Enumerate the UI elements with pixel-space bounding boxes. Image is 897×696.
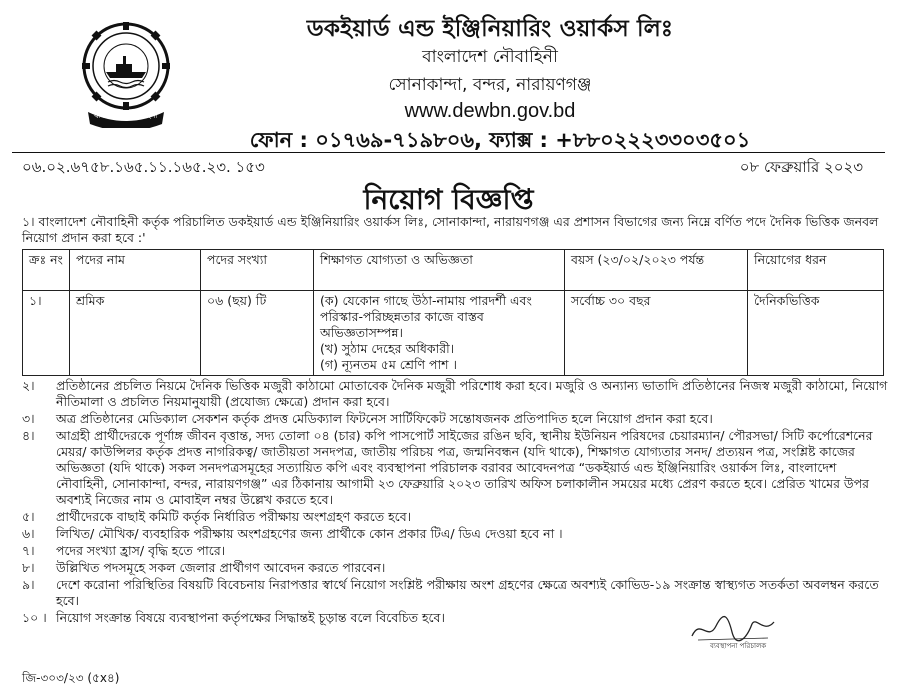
- qualification-line: (গ) ন্যূনতম ৫ম শ্রেণি পাশ ।: [320, 357, 458, 372]
- item-number: ৪।: [22, 428, 35, 443]
- logo-caption: বাংলাদেশ নৌবাহিনী: [94, 111, 158, 120]
- cell-age: সর্বোচ্চ ৩০ বছর: [565, 291, 748, 376]
- qualification-line: অভিজ্ঞতাসম্পন্ন।: [320, 325, 404, 340]
- circular-date: ০৮ ফেব্রুয়ারি ২০২৩: [739, 158, 863, 176]
- phone-fax: ফোন : ০১৭৬৯-৭১৯৮০৬, ফ্যাক্স : +৮৮০২২২৩৩০৩৫০১: [249, 128, 751, 152]
- item-number: ৬।: [22, 526, 35, 541]
- col-post: পদের নাম: [70, 250, 201, 291]
- cell-serial: ১।: [23, 291, 70, 376]
- qualification-line: (ক) যেকোন গাছে উঠা-নামায় পারদর্শী এবং: [320, 293, 532, 308]
- item-text: লিখিত/ মৌখিক/ ব্যবহারিক পরীক্ষায় অংশগ্রহণের জন্য প্রার্থীকে কোন প্রকার টিএ/ ডিএ দেওয়া হবে না ।: [56, 526, 563, 541]
- signature-caption: ব্যবস্থাপনা পরিচালক: [710, 642, 767, 650]
- intro-paragraph: ১। বাংলাদেশ নৌবাহিনী কর্তৃক পরিচালিত ডকইয়ার্ড এন্ড ইঞ্জিনিয়ারিং ওয়ার্কস লিঃ, সোনাকান্দা, নারায়ণগঞ্জ এর প্রশাসন বিভাগের জন্য নিম্নে বর্ণিত পদে দৈনিক ভিত্তিক জনবল নিয়োগ প্রদান করা হবে :': [22, 214, 879, 245]
- col-qualification: শিক্ষাগত যোগ্যতা ও অভিজ্ঞতা: [314, 250, 565, 291]
- item-text: দেশে করোনা পরিস্থিতির বিষয়টি বিবেচনায় নিরাপত্তার স্বার্থে নিয়োগ সংশ্লিষ্ট পরীক্ষায় অংশ গ্রহণের ক্ষেত্রে অবশ্যই কোভিড-১৯ সংক্রান্ত স্বাস্থ্যগত সতর্কতা অবলম্বন করতে হবে।: [56, 577, 879, 608]
- item-number: ৫।: [22, 509, 35, 524]
- cell-post: শ্রমিক: [70, 291, 201, 376]
- item-number: ৮।: [22, 560, 35, 575]
- vacancy-table: [22, 249, 884, 376]
- item-text: পদের সংখ্যা হ্রাস/ বৃদ্ধি হতে পারে।: [56, 543, 226, 558]
- list-item: [22, 560, 888, 576]
- item-number: ১০ ।: [22, 610, 47, 625]
- table-row: [23, 291, 884, 376]
- table-header-row: [23, 250, 884, 291]
- list-item: [22, 509, 888, 525]
- qualification-line: পরিস্কার-পরিচ্ছন্নতার কাজে বাস্তব: [320, 309, 484, 324]
- organization-address: সোনাকান্দা, বন্দর, নারায়ণগঞ্জ: [388, 75, 592, 95]
- item-number: ৯।: [22, 577, 35, 592]
- list-item: [22, 378, 888, 410]
- col-type: নিয়োগের ধরন: [748, 250, 884, 291]
- organization-name: ডকইয়ার্ড এন্ড ইঞ্জিনিয়ারিং ওয়ার্কস লিঃ: [306, 16, 674, 42]
- qualification-line: (খ) সুঠাম দেহের অধিকারী।: [320, 341, 455, 356]
- col-serial: ক্রঃ নং: [23, 250, 70, 291]
- organization-subtitle: বাংলাদেশ নৌবাহিনী: [422, 47, 558, 67]
- list-item: [22, 577, 888, 609]
- item-text: প্রতিষ্ঠানের প্রচলিত নিয়মে দৈনিক ভিত্তিক মজুরী কাঠামো মোতাবেক দৈনিক মজুরী পরিশোধ করা হবে। মজুরি ও অন্যান্য ভাতাদি প্রতিষ্ঠানের নিজস্ব মজুরী কাঠামো, নিয়োগ নীতিমালা ও প্রচলিত নিয়মানুযায়ী (প্রযোজ্য ক্ষেত্রে) প্রদান করা হবে।: [56, 378, 888, 409]
- col-age: বয়স (২৩/০২/২০২৩ পর্যন্ত: [565, 250, 748, 291]
- item-number: ৭।: [22, 543, 35, 558]
- footer-code: জি-৩০৩/২৩ (৫x৪): [22, 671, 120, 685]
- item-text: নিয়োগ সংক্রান্ত বিষয়ে ব্যবস্থাপনা কর্তৃপক্ষের সিদ্ধান্তই চূড়ান্ত বলে বিবেচিত হবে।: [56, 610, 445, 625]
- item-text: অত্র প্রতিষ্ঠানের মেডিক্যাল সেকশন কর্তৃক প্রদত্ত মেডিক্যাল ফিটনেস সার্টিফিকেট সন্তোষজনক প্রতিপাদিত হলে নিয়োগ প্রদান করা হবে।: [56, 411, 713, 426]
- col-count: পদের সংখ্যা: [201, 250, 314, 291]
- item-number: ২।: [22, 378, 35, 393]
- header-divider: [12, 152, 885, 153]
- cell-count: ০৬ (ছয়) টি: [201, 291, 314, 376]
- item-text: প্রার্থীদেরকে বাছাই কমিটি কর্তৃক নির্ধারিত পরীক্ষায় অংশগ্রহণ করতে হবে।: [56, 509, 412, 524]
- organization-website[interactable]: www.dewbn.gov.bd: [404, 100, 576, 122]
- list-item: [22, 411, 888, 427]
- list-item: [22, 543, 888, 559]
- memo-number: ০৬.০২.৬৭৫৮.১৬৫.১১.১৬৫.২৩. ১৫৩: [22, 158, 265, 176]
- page-title: নিয়োগ বিজ্ঞপ্তি: [363, 183, 534, 216]
- list-item: [22, 526, 888, 542]
- item-text: উল্লিখিত পদসমূহে সকল জেলার প্রার্থীগণ আবেদন করতে পারবেন।: [56, 560, 386, 575]
- cell-type: দৈনিকভিত্তিক: [748, 291, 884, 376]
- cell-qualification: [314, 291, 565, 376]
- item-text: আগ্রহী প্রার্থীদেরকে পূর্ণাঙ্গ জীবন বৃত্তান্ত, সদ্য তোলা ০৪ (চার) কপি পাসপোর্ট সাইজের রঙিন ছবি, স্থানীয় ইউনিয়ন পরিষদের চেয়ারম্যান/ পৌরসভা/ সিটি কর্পোরেশনের মেয়র/ কাউন্সিলর কর্তৃক প্রদত্ত নাগরিকত্ব/ জাতীয়তা সনদপত্র, জাতীয় পরিচয় পত্র, জন্মনিবন্ধন (যদি থাকে), শিক্ষাগত যোগ্যতার সনদ/ প্রত্যয়ন পত্র, সংশ্লিষ্ট কাজের অভিজ্ঞতা (যদি থাকে) সকল সনদপত্রসমূহের সত্যায়িত কপি এবং ব্যবস্থাপনা পরিচালক বরাবর আবেদনপত্র “ডকইয়ার্ড এন্ড ইঞ্জিনিয়ারিং ওয়ার্কস লিঃ, বাংলাদেশ নৌবাহিনী, সোনাকান্দা, বন্দর, নারায়ণগঞ্জ” এর ঠিকানায় আগামী ২৩ ফেব্রুয়ারি ২০২৩ তারিখ অফিস চলাকালীন সময়ের মধ্যে প্রেরণ করতে হবে। প্রেরিত খামের উপর অবশ্যই নিজের নাম ও মোবাইল নম্বর উল্লেখ করতে হবে।: [56, 428, 873, 507]
- list-item: [22, 428, 888, 508]
- item-number: ৩।: [22, 411, 35, 426]
- conditions-list: [22, 378, 888, 627]
